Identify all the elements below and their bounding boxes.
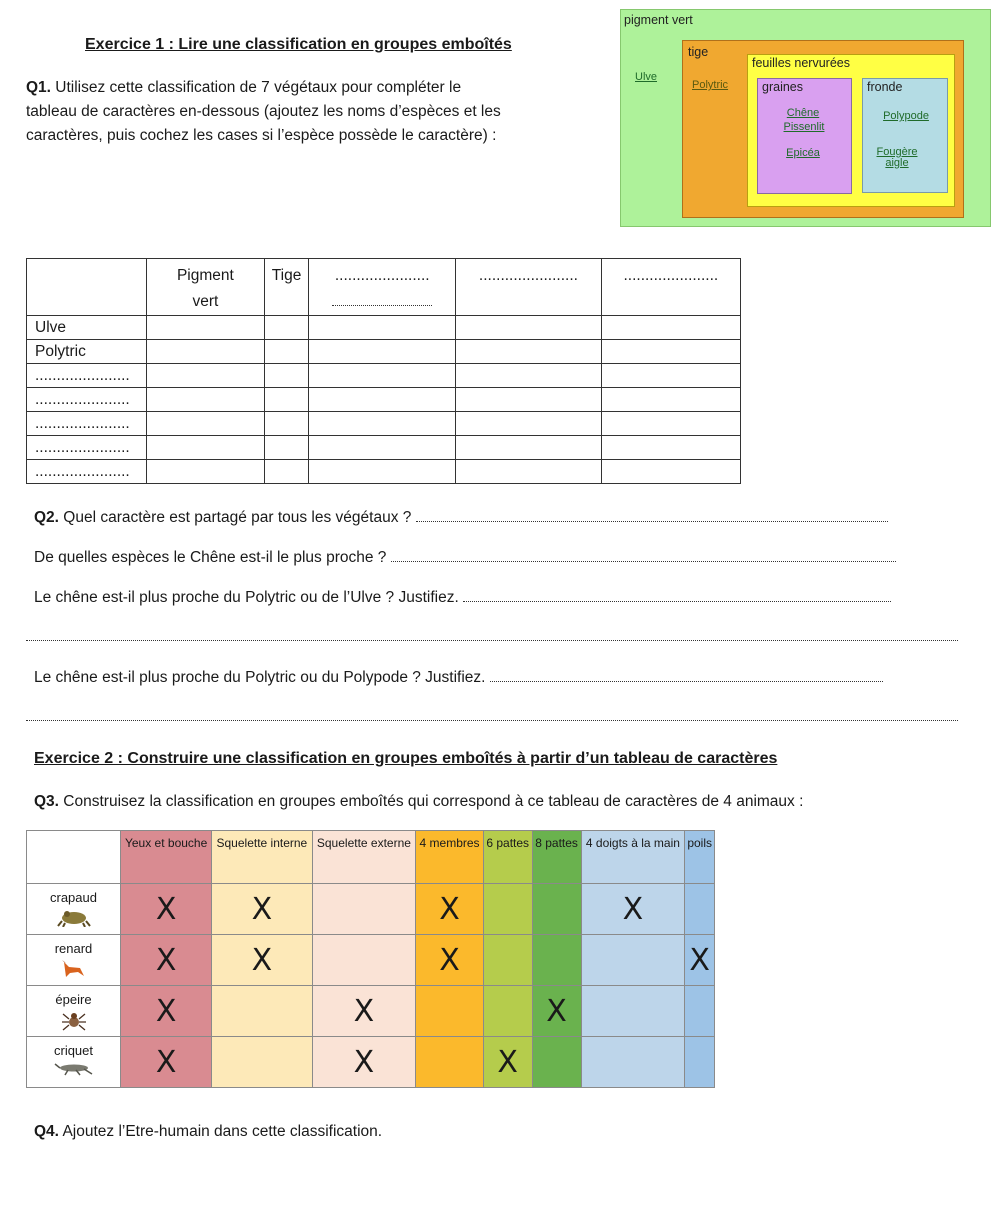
mark-cell[interactable] [121,1037,212,1088]
mark-cell[interactable] [416,1037,483,1088]
check-mark: X [622,891,644,927]
answer-line[interactable] [391,547,896,562]
mark-cell[interactable] [312,884,416,935]
table-row [27,884,715,935]
table-row [27,460,741,484]
table-row [27,412,741,436]
question-line [34,666,883,690]
animal-cell [27,1037,121,1088]
mark-cell[interactable] [212,884,312,935]
answer-line[interactable] [490,667,883,682]
answer-line[interactable] [26,640,958,641]
toad-icon [57,907,91,927]
header-squelette-externe: Squelette externe [312,831,416,884]
table-row [27,935,715,986]
mark-cell[interactable] [581,884,685,935]
table-cell[interactable] [264,340,308,364]
answer-line[interactable] [416,507,888,522]
animal-name: criquet [53,1043,94,1058]
check-mark: X [155,891,177,927]
table1-header: Tige [264,259,308,316]
species-ulve: Ulve [635,71,658,83]
table-cell[interactable] [147,412,265,436]
mark-cell[interactable] [121,935,212,986]
table1-header[interactable]: ...................... [601,259,740,316]
row-label[interactable]: ...................... [27,412,147,436]
species-chene: Chêne [786,107,820,119]
row-label[interactable]: ...................... [27,436,147,460]
table-cell[interactable] [264,316,308,340]
q1-line1: Utilisez cette classification de 7 végétaux pour compléter le [55,79,462,96]
q4-line [34,1120,382,1144]
header-6-pattes: 6 pattes [483,831,532,884]
species-epicea: Epicéa [786,147,820,159]
table-cell[interactable] [309,412,456,436]
mark-cell[interactable] [685,935,715,986]
check-mark: X [155,1044,177,1080]
mark-cell[interactable] [581,1037,685,1088]
q1-line3: caractères, puis cochez les cases si l’espèce possède le caractère) : [26,127,497,144]
check-mark: X [353,993,375,1029]
table-row [27,1037,715,1088]
q3-text: Construisez la classification en groupes emboîtés qui correspond à ce tableau de caractères de 4 animaux : [63,793,804,810]
table-row [27,340,741,364]
q1-text [26,76,606,148]
mark-cell[interactable] [532,986,581,1037]
q2-label: Q2. [34,509,59,526]
animal-name: crapaud [50,890,97,905]
table-cell[interactable] [147,340,265,364]
table-cell[interactable] [309,460,456,484]
table-cell[interactable] [456,436,602,460]
table-cell[interactable] [601,316,740,340]
table-cell[interactable] [264,364,308,388]
table-row [27,316,741,340]
table-cell[interactable] [147,436,265,460]
animal-cell [27,884,121,935]
table-cell[interactable] [456,412,602,436]
mark-cell[interactable] [416,935,483,986]
check-mark: X [353,1044,375,1080]
mark-cell[interactable] [483,1037,532,1088]
animal-cell [27,935,121,986]
table1-header: Pigment vert [147,259,265,316]
table-cell[interactable] [309,388,456,412]
table-cell[interactable] [264,436,308,460]
species-pissenlit: Pissenlit [783,121,825,133]
table-row [27,364,741,388]
species-polypode: Polypode [883,110,929,122]
group-fronde [862,78,948,193]
table-row [27,986,715,1037]
header-4-doigts: 4 doigts à la main [581,831,685,884]
q1-line2: tableau de caractères en-dessous (ajoutez les noms d’espèces et les [26,103,501,120]
q4-text: Ajoutez l’Etre-humain dans cette classification. [62,1123,383,1140]
q3-label: Q3. [34,793,59,810]
answer-line[interactable] [463,587,891,602]
characters-table [26,258,741,484]
mark-cell[interactable] [685,884,715,935]
label-graines: graines [762,80,803,94]
mark-cell[interactable] [483,986,532,1037]
q4-label: Q4. [34,1123,59,1140]
table-cell[interactable] [147,460,265,484]
mark-cell[interactable] [581,986,685,1037]
header-8-pattes: 8 pattes [532,831,581,884]
q2-line [34,506,888,530]
mark-cell[interactable] [685,986,715,1037]
table-cell[interactable] [601,340,740,364]
row-label[interactable]: ...................... [27,364,147,388]
q1-label: Q1. [26,79,51,96]
spider-icon [61,1009,87,1031]
mark-cell[interactable] [312,1037,416,1088]
row-label: Polytric [27,340,147,364]
table-cell[interactable] [601,412,740,436]
fox-icon [60,958,88,978]
table1-corner [27,259,147,316]
question-line [34,546,896,570]
mark-cell[interactable] [212,986,312,1037]
question-text: Le chêne est-il plus proche du Polytric ou du Polypode ? Justifiez. [34,669,486,686]
animal-name: renard [54,941,93,956]
q3-line [34,790,803,814]
table-row [27,436,741,460]
check-mark: X [497,1044,518,1080]
species-polytric: Polytric [692,79,729,91]
table2-corner [27,831,121,884]
header-yeux-bouche: Yeux et bouche [121,831,212,884]
mark-cell[interactable] [581,935,685,986]
question-line [34,586,891,610]
mark-cell[interactable] [121,884,212,935]
table-cell[interactable] [309,340,456,364]
table-cell[interactable] [147,316,265,340]
question-text: Le chêne est-il plus proche du Polytric ou de l’Ulve ? Justifiez. [34,589,459,606]
check-mark: X [439,891,460,927]
mark-cell[interactable] [532,935,581,986]
mark-cell[interactable] [312,986,416,1037]
q2-text: Quel caractère est partagé par tous les végétaux ? [63,509,412,526]
table-cell[interactable] [264,460,308,484]
table1-header[interactable]: ...................... [309,259,456,316]
animal-characters-table [26,830,715,1088]
table-cell[interactable] [601,364,740,388]
check-mark: X [155,942,177,978]
row-label[interactable]: ...................... [27,388,147,412]
label-tige: tige [688,45,709,59]
mark-cell[interactable] [685,1037,715,1088]
exercise2-title: Exercice 2 : Construire une classification en groupes emboîtés à partir d’un tableau de caractères [34,750,778,767]
mark-cell[interactable] [532,1037,581,1088]
table-cell[interactable] [456,340,602,364]
row-label: Ulve [27,316,147,340]
mark-cell[interactable] [312,935,416,986]
table-cell[interactable] [309,436,456,460]
mark-cell[interactable] [121,986,212,1037]
check-mark: X [155,993,177,1029]
table-cell[interactable] [456,388,602,412]
mark-cell[interactable] [212,935,312,986]
mark-cell[interactable] [416,884,483,935]
row-label[interactable]: ...................... [27,460,147,484]
cricket-icon [54,1060,94,1076]
animal-cell [27,986,121,1037]
table-cell[interactable] [601,436,740,460]
table-cell[interactable] [601,460,740,484]
table-cell[interactable] [264,388,308,412]
classification-diagram [620,9,991,227]
label-pigment-vert: pigment vert [624,13,693,27]
table-cell[interactable] [264,412,308,436]
label-fronde: fronde [867,80,903,94]
exercise1-title: Exercice 1 : Lire une classification en groupes emboîtés [85,36,512,53]
answer-line[interactable] [26,720,958,721]
species-fougere-aigle: Fougère aigle [876,146,918,169]
check-mark: X [251,891,273,927]
table-cell[interactable] [456,460,602,484]
table-cell[interactable] [147,388,265,412]
table-cell[interactable] [456,316,602,340]
table-cell[interactable] [309,364,456,388]
question-text: De quelles espèces le Chêne est-il le plus proche ? [34,549,387,566]
mark-cell[interactable] [483,884,532,935]
header-squelette-interne: Squelette interne [212,831,312,884]
header-poils: poils [685,831,715,884]
table-cell[interactable] [601,388,740,412]
check-mark: X [251,942,273,978]
header-4-membres: 4 membres [416,831,483,884]
mark-cell[interactable] [483,935,532,986]
table-cell[interactable] [147,364,265,388]
label-feuilles-nervurees: feuilles nervurées [752,56,850,70]
table-cell[interactable] [309,316,456,340]
table-cell[interactable] [456,364,602,388]
table-row [27,388,741,412]
table1-header[interactable]: ....................... [456,259,602,316]
check-mark: X [439,942,460,978]
mark-cell[interactable] [212,1037,312,1088]
mark-cell[interactable] [532,884,581,935]
group-graines [757,78,852,194]
check-mark: X [546,993,567,1029]
animal-name: épeire [55,992,92,1007]
check-mark: X [689,942,710,978]
mark-cell[interactable] [416,986,483,1037]
